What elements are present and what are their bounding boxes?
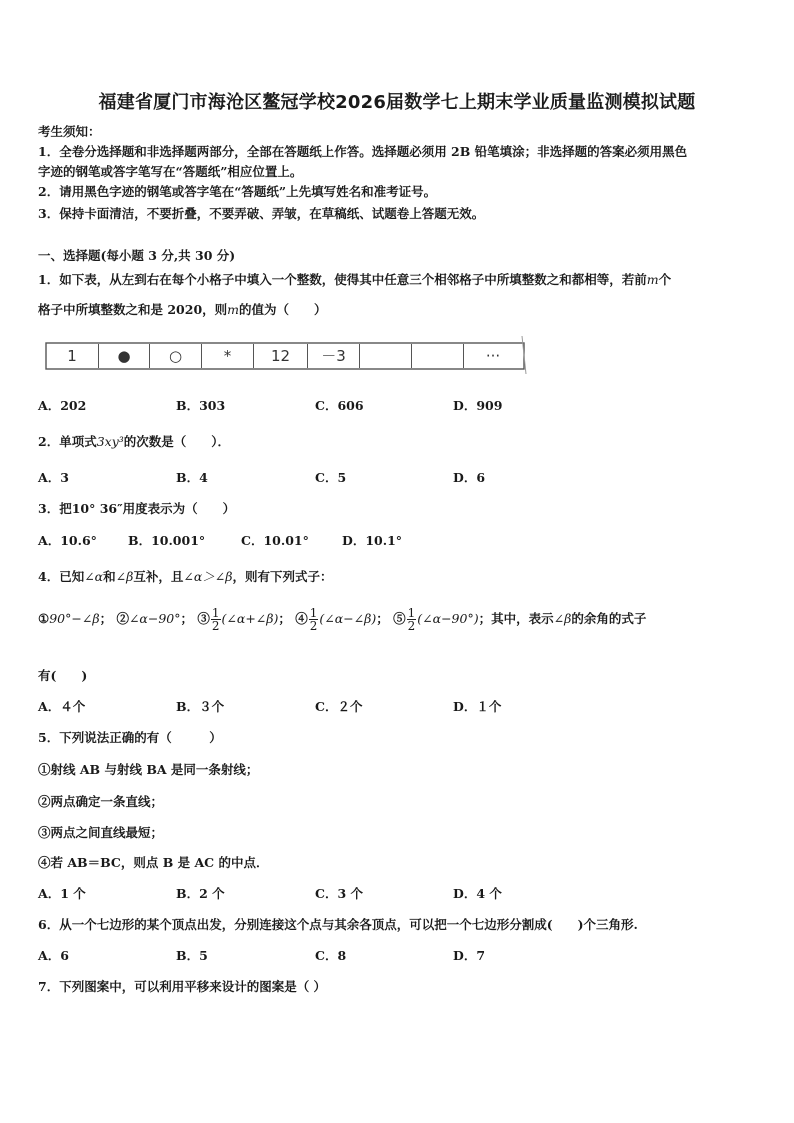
fraction: $\frac{1}{2}$ xyxy=(211,606,220,633)
math-variable: m xyxy=(646,272,659,287)
question-text: 的值为（ ） xyxy=(239,302,327,317)
option-c: C．5 xyxy=(315,470,347,485)
math-variable: m xyxy=(227,302,240,317)
circled-number: ⑤ xyxy=(393,611,406,626)
question-4 xyxy=(38,567,333,585)
question-1-line-1 xyxy=(38,270,671,288)
option-d: D．6 xyxy=(453,470,486,485)
option-a: A．202 xyxy=(38,398,87,413)
option-d: D．909 xyxy=(453,398,503,413)
number-sequence-table xyxy=(44,334,528,376)
question-text: 的余角的式子 xyxy=(571,611,647,626)
circled-number: ① xyxy=(38,611,50,626)
option-b: B．5 xyxy=(176,948,208,963)
notice-heading: 考生须知： xyxy=(38,124,101,139)
statement-item: ①射线 AB 与射线 BA 是同一条射线； xyxy=(38,762,259,777)
question-text: ；其中，表示 xyxy=(478,611,554,626)
math-expression: (∠α+∠β) xyxy=(221,611,279,626)
option-a: A．1 个 xyxy=(38,886,86,901)
option-c: C．606 xyxy=(315,398,364,413)
table-cell: * xyxy=(202,344,254,368)
math-expression: ∠α＞∠β xyxy=(183,569,233,584)
option-a: A．４个 xyxy=(38,699,86,714)
math-expression: 90°−∠β xyxy=(49,611,100,626)
option-d: D．4 个 xyxy=(453,886,502,901)
question-7: 7．下列图案中，可以利用平移来设计的图案是（ ） xyxy=(38,979,327,994)
question-text: 互补，且 xyxy=(133,569,184,584)
option-b: B．10.001° xyxy=(128,533,206,548)
table-cell xyxy=(360,344,412,368)
option-a: A．10.6° xyxy=(38,533,97,548)
circled-number: ② xyxy=(116,611,129,626)
question-text: 的次数是（ ）． xyxy=(123,434,231,449)
page-title: 福建省厦门市海沧区鳌冠学校2026届数学七上期末学业质量监测模拟试题 xyxy=(98,92,696,113)
notice-item: 2．请用黑色字迹的钢笔或答字笔在“答题纸”上先填写姓名和准考证号。 xyxy=(38,184,437,199)
question-text: 4．已知 xyxy=(38,569,85,584)
table-cell: 12 xyxy=(254,344,308,368)
table-cell: ○ xyxy=(150,344,202,368)
table-cell: ● xyxy=(99,344,150,368)
option-d: D．１个 xyxy=(453,699,502,714)
table-cell: ··· xyxy=(485,347,501,365)
option-b: B．4 xyxy=(176,470,208,485)
math-expression: (∠α−90°) xyxy=(417,611,479,626)
option-a: A．3 xyxy=(38,470,69,485)
question-text: 格子中所填整数之和是 2020，则 xyxy=(38,302,228,317)
option-c: C．10.01° xyxy=(241,533,309,548)
math-expression: ∠α−90° xyxy=(128,611,181,626)
table-cell xyxy=(412,344,464,368)
question-text: 1．如下表，从左到右在每个小格子中填入一个整数，使得其中任意三个相邻格子中所填整数之和都相等，若前 xyxy=(38,272,647,287)
option-a: A．6 xyxy=(38,948,69,963)
question-1-line-2 xyxy=(38,300,327,318)
question-6: 6．从一个七边形的某个顶点出发，分别连接这个点与其余各顶点，可以把一个七边形分割成( )个三角形. xyxy=(38,917,638,932)
separator: ； xyxy=(180,611,194,626)
math-expression: (∠α−∠β) xyxy=(319,611,377,626)
question-text: ，则有下列式子： xyxy=(232,569,333,584)
circled-number: ④ xyxy=(295,611,308,626)
statement-item: ③两点之间直线最短； xyxy=(38,825,164,840)
question-text: 2．单项式 xyxy=(38,434,97,449)
math-expression: ∠α xyxy=(84,569,104,584)
separator: ； xyxy=(376,611,389,626)
section-heading: 一、选择题(每小题 3 分,共 30 分) xyxy=(38,248,236,263)
statement-item: ②两点确定一条直线； xyxy=(38,794,164,809)
option-c: C．3 个 xyxy=(315,886,363,901)
math-expression: ∠β xyxy=(553,611,572,626)
option-c: C．２个 xyxy=(315,699,363,714)
math-expression: 3xy³ xyxy=(96,434,124,449)
table-cell: 1 xyxy=(46,344,99,368)
question-4-line-3: 有( ) xyxy=(38,668,88,683)
fraction: $\frac{1}{2}$ xyxy=(309,606,318,633)
question-3: 3．把10° 36″用度表示为（ ） xyxy=(38,501,236,516)
option-c: C．8 xyxy=(315,948,347,963)
question-text: 和 xyxy=(103,569,116,584)
table-cell: －3 xyxy=(308,344,360,368)
option-b: B．303 xyxy=(176,398,226,413)
notice-item: 3．保持卡面清洁，不要折叠，不要弄破、弄皱，在草稿纸、试题卷上答题无效。 xyxy=(38,206,485,221)
option-b: B．2 个 xyxy=(176,886,225,901)
notice-item: 字迹的钢笔或答字笔写在“答题纸”相应位置上。 xyxy=(38,164,303,179)
option-d: D．10.1° xyxy=(342,533,403,548)
separator: ； xyxy=(278,611,291,626)
separator: ； xyxy=(99,611,113,626)
notice-item: 1．全卷分选择题和非选择题两部分，全部在答题纸上作答。选择题必须用 2B 铅笔填涂；非选择题的答案必须用黑色 xyxy=(38,144,688,159)
fraction: $\frac{1}{2}$ xyxy=(407,606,416,633)
circled-number: ③ xyxy=(197,611,210,626)
question-5: 5．下列说法正确的有（ ） xyxy=(38,730,222,745)
math-expression: ∠β xyxy=(115,569,134,584)
option-b: B．３个 xyxy=(176,699,225,714)
statement-item: ④若 AB＝BC，则点 B 是 AC 的中点． xyxy=(38,855,269,870)
option-d: D．7 xyxy=(453,948,486,963)
question-4-expressions xyxy=(38,607,646,632)
question-text: 个 xyxy=(658,272,672,287)
question-2 xyxy=(38,432,230,450)
